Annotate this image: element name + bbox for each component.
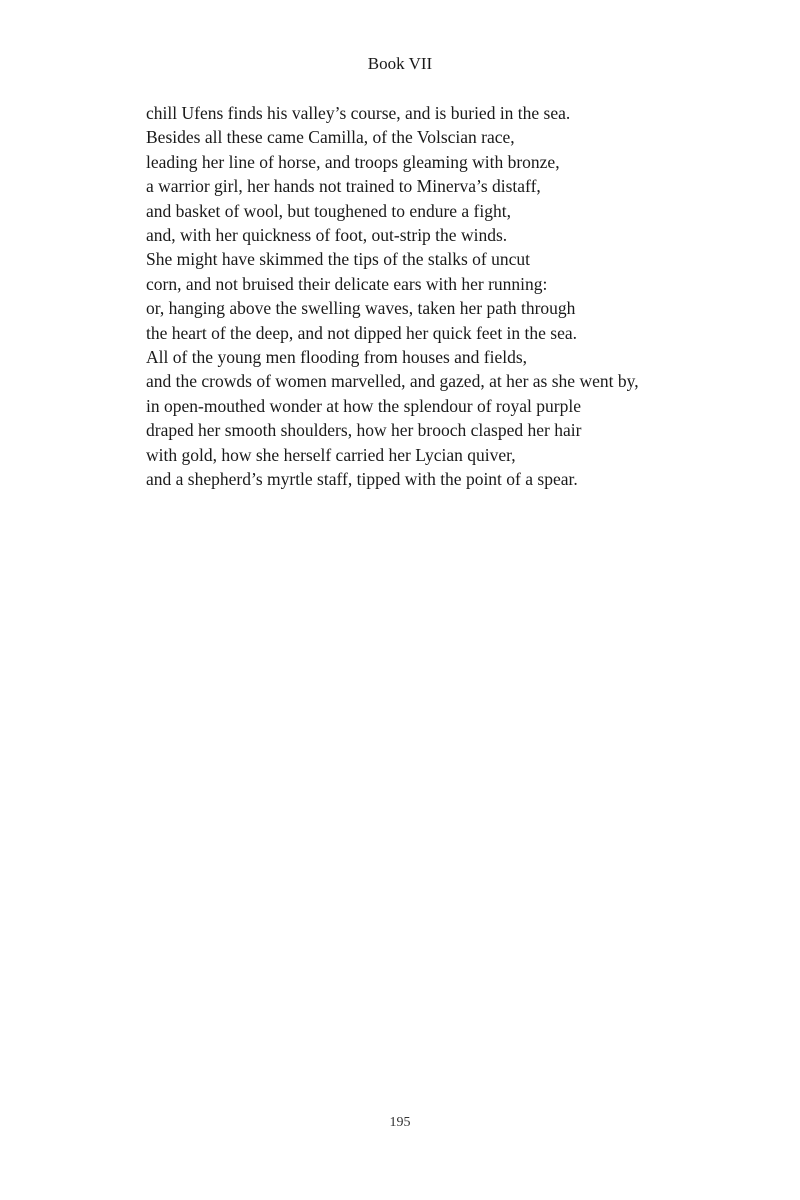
verse-line: with gold, how she herself carried her Lycian quiver, [146,444,516,465]
verse-line: and the crowds of women marvelled, and gazed, at her as she went by, [146,371,639,392]
verse-line: in open-mouthed wonder at how the splendour of royal purple [146,395,581,416]
verse-line: All of the young men flooding from houses and fields, [146,347,528,368]
verse-line: draped her smooth shoulders, how her brooch clasped her hair [146,420,582,441]
verse-line: the heart of the deep, and not dipped her quick feet in the sea. [146,322,578,343]
verse-line: a warrior girl, her hands not trained to Minerva’s distaff, [146,176,541,197]
verse-line: She might have skimmed the tips of the stalks of uncut [146,249,530,270]
verse-line: leading her line of horse, and troops gleaming with bronze, [146,151,560,172]
verse-line: and a shepherd’s myrtle staff, tipped with the point of a spear. [146,469,578,490]
verse-line: corn, and not bruised their delicate ears with her running: [146,273,548,294]
verse-line: and, with her quickness of foot, out-strip the winds. [146,225,508,246]
verse-line: chill Ufens finds his valley’s course, and is buried in the sea. [146,103,571,123]
verse-line: Besides all these came Camilla, of the Volscian race, [146,127,515,148]
verse-line: or, hanging above the swelling waves, taken her path through [146,298,576,319]
verse-line: and basket of wool, but toughened to endure a fight, [146,200,511,221]
page-number: 195 [389,1115,411,1130]
running-head: Book VII [367,54,433,73]
verse-block [146,101,746,492]
